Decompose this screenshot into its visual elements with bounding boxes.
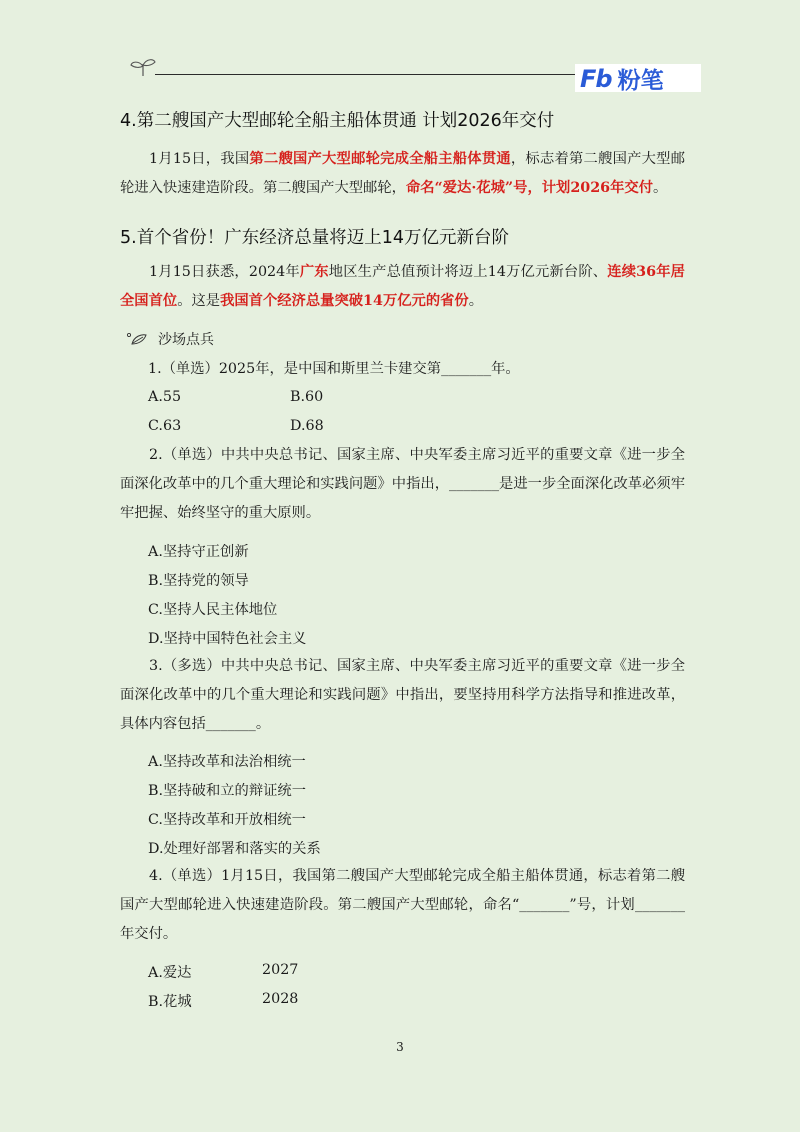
question-1-option-b: B.60: [290, 389, 324, 405]
highlight-text: 第二艘国产大型邮轮完成全船主船体贯通: [249, 151, 511, 167]
question-4-option-a-year: 2027: [262, 962, 299, 978]
text-run: 1月15日获悉，2024年: [149, 264, 300, 280]
news-title-4: 4.第二艘国产大型邮轮全船主船体贯通 计划2026年交付: [120, 111, 555, 131]
logo-mark: Fb: [580, 64, 612, 93]
question-3-option-a: A.坚持改革和法治相统一: [148, 754, 306, 770]
question-4-option-b: B.花城: [148, 994, 192, 1010]
highlight-text: 命名“爱达·花城”号，计划2026年交付: [405, 180, 654, 196]
news-paragraph-4: [120, 145, 685, 203]
text-run: 地区生产总值预计将迈上14万亿元新台阶、: [328, 264, 608, 280]
question-4-option-a: A.爱达: [148, 965, 192, 981]
logo-text: 粉笔: [617, 68, 664, 94]
text-run: 。: [468, 293, 484, 309]
highlight-text: 连续36年居全国首位: [120, 264, 685, 309]
fenbi-logo: [580, 62, 664, 95]
question-1-option-c: C.63: [148, 418, 182, 434]
text-run: 。: [653, 180, 668, 196]
sprout-icon: [128, 56, 158, 78]
question-2-stem: 2.（单选）中共中央总书记、国家主席、中央军委主席习近平的重要文章《进一步全面深化改革中的几个重大理论和实践问题》中指出，_______是进一步全面深化改革必须牢牢把握、始终坚守的重大原则。: [120, 447, 685, 521]
header-rule: [155, 74, 575, 75]
section-heading: [126, 329, 214, 349]
text-run: 。这是: [177, 293, 221, 309]
news-title-5: 5.首个省份！广东经济总量将迈上14万亿元新台阶: [120, 228, 509, 248]
question-4-stem: 4.（单选）1月15日，我国第二艘国产大型邮轮完成全船主船体贯通，标志着第二艘国产大型邮轮进入快速建造阶段。第二艘国产大型邮轮，命名“_______”号，计划_______年交付。: [120, 868, 685, 942]
news-paragraph-5: [120, 258, 685, 316]
highlight-text: 我国首个经济总量突破14万亿元的省份: [220, 293, 469, 309]
question-1-stem: 1.（单选）2025年，是中国和斯里兰卡建交第_______年。: [148, 361, 520, 377]
question-3-option-c: C.坚持改革和开放相统一: [148, 812, 306, 828]
text-run: 1月15日，我国: [149, 151, 250, 167]
page-header: [0, 0, 800, 100]
question-2-option-c: C.坚持人民主体地位: [148, 602, 278, 618]
leaf-icon: [126, 332, 148, 346]
question-1-option-d: D.68: [290, 418, 324, 434]
highlight-text: 广东: [299, 264, 329, 280]
question-2-option-b: B.坚持党的领导: [148, 573, 249, 589]
text-run: ，标志着第二艘国产大型邮轮进入快速建造阶段。第二艘国产大型邮轮，: [120, 151, 685, 196]
question-3-option-b: B.坚持破和立的辩证统一: [148, 783, 307, 799]
section-title: 沙场点兵: [158, 332, 214, 348]
question-4-option-b-year: 2028: [262, 991, 299, 1007]
question-2-option-a: A.坚持守正创新: [148, 544, 249, 560]
question-3-option-d: D.处理好部署和落实的关系: [148, 841, 321, 857]
question-3-stem: 3.（多选）中共中央总书记、国家主席、中央军委主席习近平的重要文章《进一步全面深化改革中的几个重大理论和实践问题》中指出，要坚持用科学方法指导和推进改革，具体内容包括_______。: [120, 658, 685, 732]
page-number: 3: [396, 1040, 404, 1054]
question-2-option-d: D.坚持中国特色社会主义: [148, 631, 307, 647]
question-1-option-a: A.55: [148, 389, 182, 405]
